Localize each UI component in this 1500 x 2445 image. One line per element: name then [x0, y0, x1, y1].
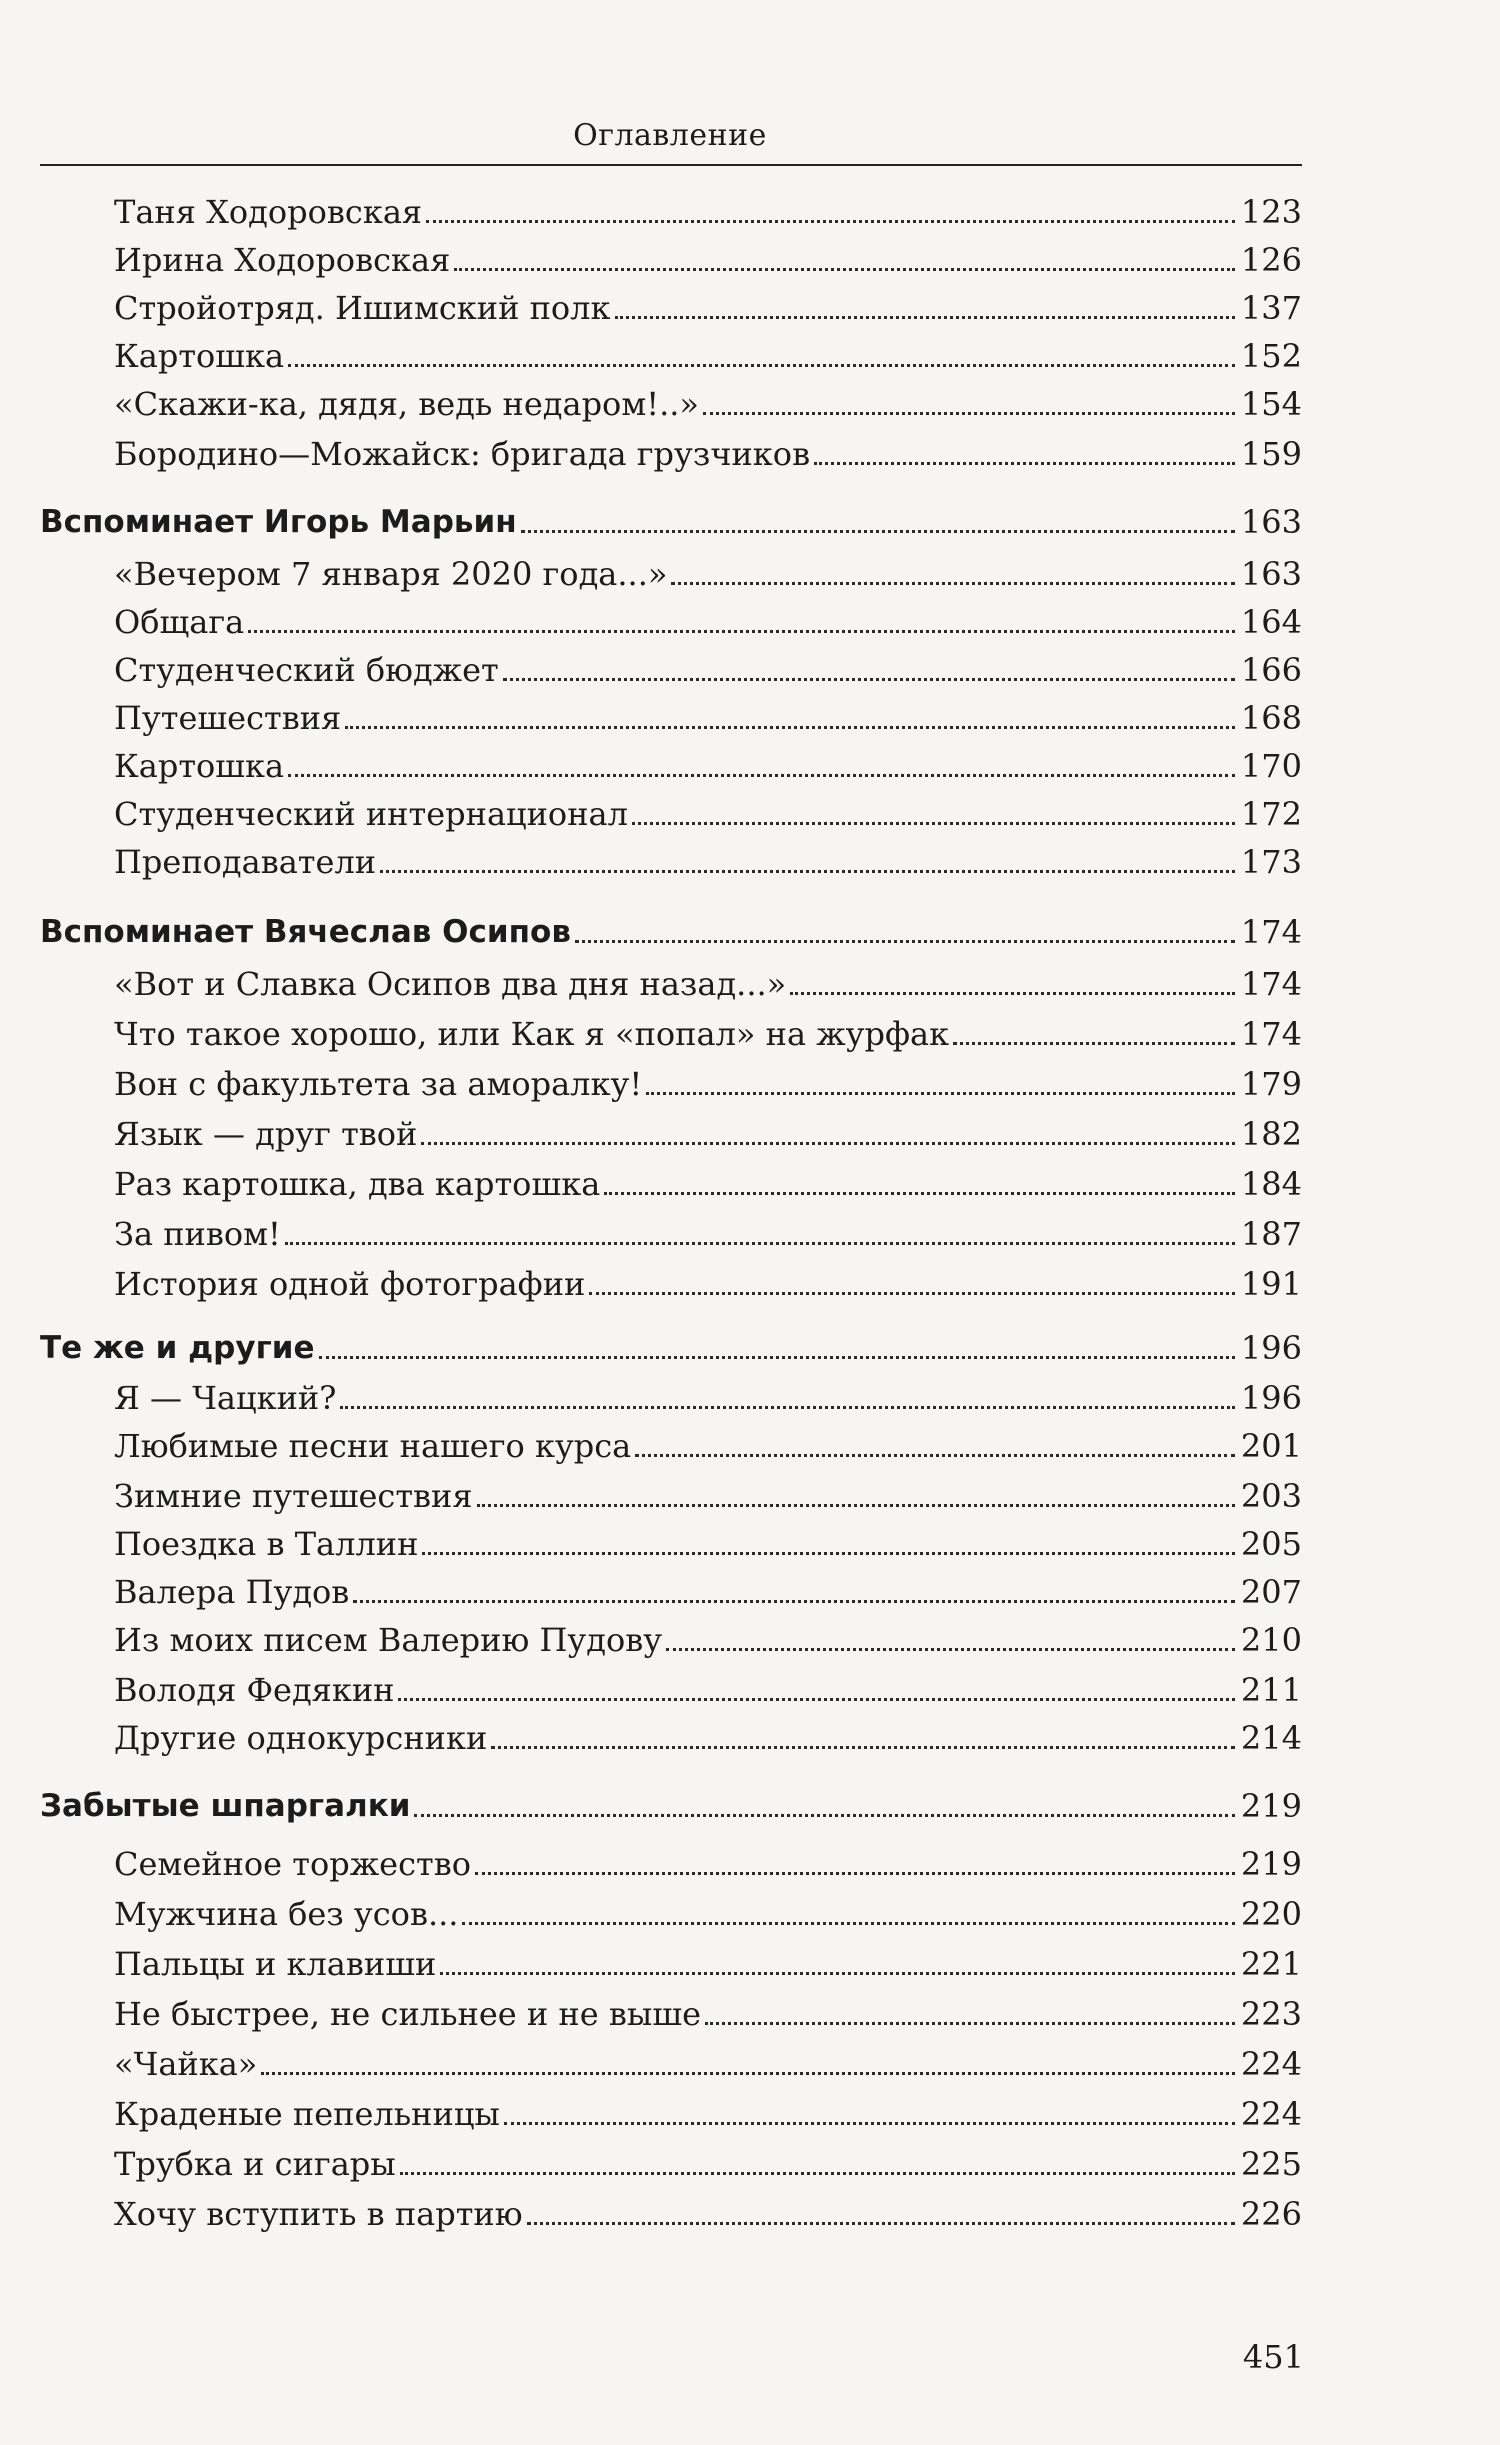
toc-entry-page: 170 — [1240, 747, 1302, 785]
toc-entry-title: Те же и другие — [40, 1330, 315, 1366]
toc-entry-page: 224 — [1240, 2095, 1302, 2133]
toc-entry-title: «Вечером 7 января 2020 года...» — [114, 555, 668, 593]
toc-entry-page: 154 — [1240, 385, 1302, 423]
dot-leader — [527, 2222, 1235, 2225]
toc-entry — [114, 1618, 1302, 1662]
dot-leader — [705, 2022, 1235, 2025]
dot-leader — [671, 582, 1234, 585]
dot-leader — [477, 1504, 1235, 1507]
dot-leader — [503, 678, 1235, 681]
toc-entry — [114, 238, 1302, 282]
toc-entry — [114, 792, 1302, 836]
toc-section-entry — [40, 500, 1302, 544]
toc-entry — [114, 1062, 1302, 1106]
toc-entry — [114, 552, 1302, 596]
toc-entry — [114, 432, 1302, 476]
dot-leader — [575, 940, 1235, 943]
toc-entry — [114, 1212, 1302, 1256]
toc-entry-title: Что такое хорошо, или Как я «попал» на журфак — [114, 1015, 950, 1053]
toc-entry-title: Картошка — [114, 337, 285, 375]
toc-entry-title: Вспоминает Вячеслав Осипов — [40, 914, 571, 950]
toc-entry — [114, 1942, 1302, 1986]
toc-entry-title: Хочу вступить в партию — [114, 2195, 523, 2233]
toc-entry-page: 163 — [1240, 503, 1302, 541]
dot-leader — [703, 412, 1235, 415]
toc-entry-title: Язык — друг твой — [114, 1115, 418, 1153]
toc-entry-title: Раз картошка, два картошка — [114, 1165, 601, 1203]
toc-entry-page: 221 — [1240, 1945, 1302, 1983]
toc-entry-title: Таня Ходоровская — [114, 193, 423, 231]
toc-entry-page: 226 — [1240, 2195, 1302, 2233]
dot-leader — [615, 316, 1235, 319]
toc-entry — [114, 1424, 1302, 1468]
toc-entry-title: Валера Пудов — [114, 1573, 350, 1611]
toc-entry-title: Трубка и сигары — [114, 2145, 396, 2183]
toc-entry-title: «Чайка» — [114, 2045, 258, 2083]
toc-entry — [114, 286, 1302, 330]
toc-entry-title: Ирина Ходоровская — [114, 241, 451, 279]
toc-entry-page: 184 — [1240, 1165, 1302, 1203]
toc-entry — [114, 1012, 1302, 1056]
dot-leader — [475, 1872, 1235, 1875]
toc-entry-page: 224 — [1240, 2045, 1302, 2083]
toc-entry-page: 159 — [1240, 435, 1302, 473]
toc-entry — [114, 2042, 1302, 2086]
toc-entry — [114, 1162, 1302, 1206]
toc-entry-page: 223 — [1240, 1995, 1302, 2033]
toc-entry — [114, 1570, 1302, 1614]
dot-leader — [440, 1972, 1235, 1975]
dot-leader — [635, 1454, 1235, 1457]
dot-leader — [340, 1406, 1235, 1409]
toc-entry-title: Володя Федякин — [114, 1671, 395, 1709]
dot-leader — [521, 530, 1235, 533]
toc-entry-page: 205 — [1240, 1525, 1302, 1563]
toc-entry — [114, 648, 1302, 692]
dot-leader — [261, 2072, 1235, 2075]
dot-leader — [604, 1192, 1235, 1195]
dot-leader — [666, 1648, 1235, 1651]
toc-entry-page: 187 — [1240, 1215, 1302, 1253]
toc-entry-title: Общага — [114, 603, 245, 641]
toc-entry-page: 201 — [1240, 1427, 1302, 1465]
toc-entry-title: За пивом! — [114, 1215, 281, 1253]
toc-entry-page: 210 — [1240, 1621, 1302, 1659]
toc-entry-title: Путешествия — [114, 699, 342, 737]
toc-entry-page: 191 — [1240, 1265, 1302, 1303]
toc-entry-title: «Скажи-ка, дядя, ведь недаром!..» — [114, 385, 699, 423]
toc-entry-title: Другие однокурсники — [114, 1719, 488, 1757]
toc-entry — [114, 1842, 1302, 1886]
toc-entry-page: 164 — [1240, 603, 1302, 641]
toc-entry-title: Зимние путешествия — [114, 1477, 473, 1515]
dot-leader — [462, 1922, 1234, 1925]
toc-entry-title: Пальцы и клавиши — [114, 1945, 437, 1983]
toc-entry — [114, 1992, 1302, 2036]
page-number: 451 — [1242, 2338, 1304, 2376]
dot-leader — [248, 630, 1235, 633]
toc-entry — [114, 334, 1302, 378]
toc-entry — [114, 1262, 1302, 1306]
toc-entry-page: 168 — [1240, 699, 1302, 737]
running-head: Оглавление — [573, 118, 767, 153]
toc-entry — [114, 1716, 1302, 1760]
toc-entry-title: «Вот и Славка Осипов два дня назад...» — [114, 965, 787, 1003]
toc-entry-title: Любимые песни нашего курса — [114, 1427, 632, 1465]
toc-entry-page: 174 — [1240, 1015, 1302, 1053]
toc-entry-page: 123 — [1240, 193, 1302, 231]
toc-section-entry — [40, 1326, 1302, 1370]
toc-entry-title: Вспоминает Игорь Марьин — [40, 504, 517, 540]
toc-entry-title: Поездка в Таллин — [114, 1525, 419, 1563]
dot-leader — [422, 1552, 1234, 1555]
toc-entry-page: 166 — [1240, 651, 1302, 689]
dot-leader — [353, 1600, 1235, 1603]
dot-leader — [632, 822, 1235, 825]
toc-entry-page: 173 — [1240, 843, 1302, 881]
dot-leader — [288, 364, 1235, 367]
dot-leader — [454, 268, 1235, 271]
toc-entry-page: 179 — [1240, 1065, 1302, 1103]
toc-entry-page: 163 — [1240, 555, 1302, 593]
toc-entry — [114, 600, 1302, 644]
toc-section-entry — [40, 1784, 1302, 1828]
dot-leader — [421, 1142, 1235, 1145]
dot-leader — [414, 1814, 1234, 1817]
toc-entry-title: Вон с факультета за аморалку! — [114, 1065, 643, 1103]
dot-leader — [398, 1698, 1234, 1701]
toc-entry-page: 207 — [1240, 1573, 1302, 1611]
toc-entry — [114, 190, 1302, 234]
toc-entry — [114, 1112, 1302, 1156]
toc-entry-page: 137 — [1240, 289, 1302, 327]
toc-entry-title: Семейное торжество — [114, 1845, 472, 1883]
toc-entry-page: 220 — [1240, 1895, 1302, 1933]
toc-entry — [114, 1522, 1302, 1566]
toc-entry-page: 196 — [1240, 1329, 1302, 1367]
toc-entry-page: 196 — [1240, 1379, 1302, 1417]
dot-leader — [814, 462, 1235, 465]
dot-leader — [400, 2172, 1235, 2175]
toc-entry-page: 172 — [1240, 795, 1302, 833]
dot-leader — [953, 1042, 1235, 1045]
dot-leader — [426, 220, 1235, 223]
dot-leader — [319, 1356, 1235, 1359]
dot-leader — [589, 1292, 1235, 1295]
toc-entry — [114, 1668, 1302, 1712]
toc-entry — [114, 2192, 1302, 2236]
toc-entry-title: Студенческий бюджет — [114, 651, 499, 689]
toc-entry-page: 182 — [1240, 1115, 1302, 1153]
toc-entry — [114, 840, 1302, 884]
toc-entry-page: 211 — [1240, 1671, 1302, 1709]
toc-entry — [114, 2142, 1302, 2186]
toc-entry-page: 203 — [1240, 1477, 1302, 1515]
toc-entry-page: 174 — [1240, 913, 1302, 951]
toc-entry-page: 219 — [1240, 1845, 1302, 1883]
dot-leader — [491, 1746, 1235, 1749]
toc-entry — [114, 2092, 1302, 2136]
toc-entry — [114, 1892, 1302, 1936]
toc-entry-title: История одной фотографии — [114, 1265, 586, 1303]
dot-leader — [380, 870, 1235, 873]
toc-entry-title: Стройотряд. Ишимский полк — [114, 289, 611, 327]
toc-entry-page: 225 — [1240, 2145, 1302, 2183]
toc-entry — [114, 696, 1302, 740]
toc-entry-page: 214 — [1240, 1719, 1302, 1757]
toc-entry — [114, 1474, 1302, 1518]
toc-entry-title: Студенческий интернационал — [114, 795, 628, 833]
toc-entry — [114, 962, 1302, 1006]
toc-entry-title: Преподаватели — [114, 843, 377, 881]
toc-entry-page: 174 — [1240, 965, 1302, 1003]
toc-entry-title: Я — Чацкий? — [114, 1379, 337, 1417]
toc-entry-page: 219 — [1240, 1787, 1302, 1825]
dot-leader — [646, 1092, 1235, 1095]
toc-entry-title: Краденые пепельницы — [114, 2095, 500, 2133]
toc-entry-title: Из моих писем Валерию Пудову — [114, 1621, 663, 1659]
toc-entry-title: Бородино—Можайск: бригада грузчиков — [114, 435, 811, 473]
toc-entry-title: Картошка — [114, 747, 285, 785]
dot-leader — [504, 2122, 1235, 2125]
toc-entry — [114, 744, 1302, 788]
toc-entry — [114, 382, 1302, 426]
toc-entry-title: Не быстрее, не сильнее и не выше — [114, 1995, 701, 2033]
toc-entry — [114, 1376, 1302, 1420]
toc-section-entry — [40, 910, 1302, 954]
toc-entry-page: 126 — [1240, 241, 1302, 279]
dot-leader — [790, 992, 1235, 995]
toc-entry-title: Мужчина без усов... — [114, 1895, 459, 1933]
dot-leader — [288, 774, 1235, 777]
dot-leader — [285, 1242, 1235, 1245]
toc-entry-page: 152 — [1240, 337, 1302, 375]
toc-entry-title: Забытые шпаргалки — [40, 1788, 411, 1824]
dot-leader — [345, 726, 1235, 729]
